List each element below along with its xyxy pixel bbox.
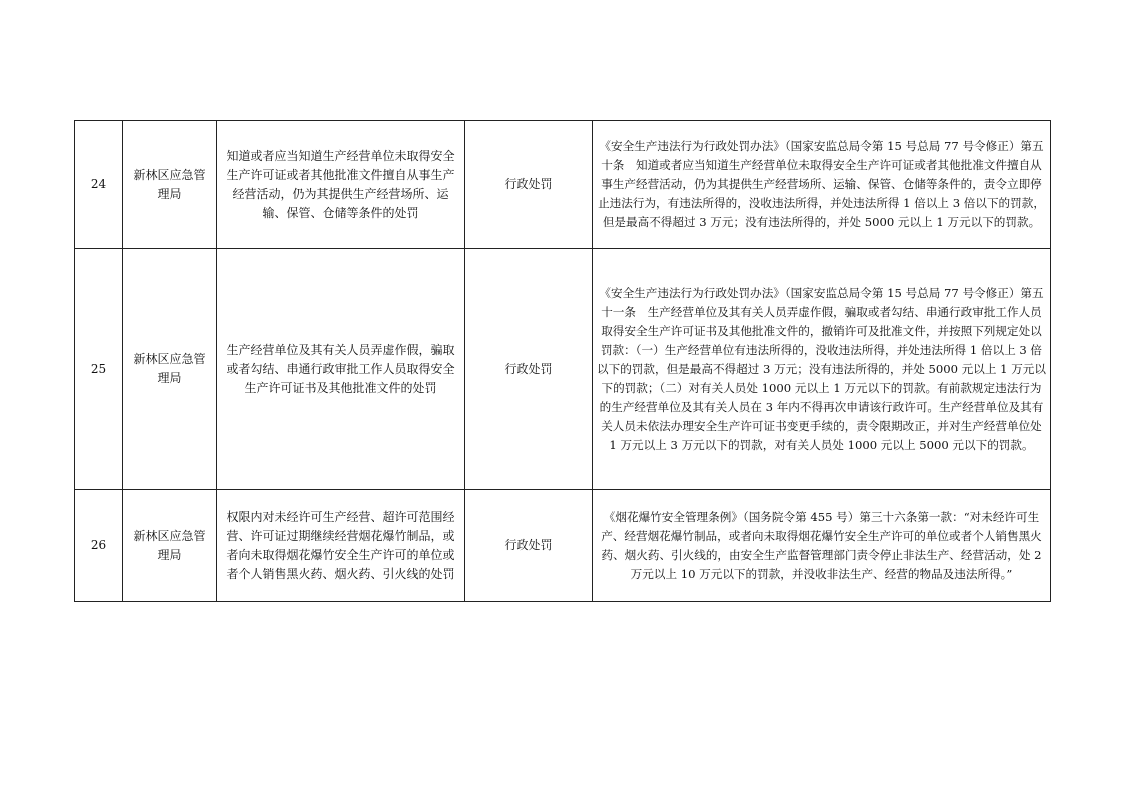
item-name-cell: 知道或者应当知道生产经营单位未取得安全生产许可证或者其他批准文件擅自从事生产经营活动，仍为其提供生产经营场所、运输、保管、仓储等条件的处罚 — [217, 121, 465, 249]
row-number: 26 — [75, 490, 123, 602]
department-cell: 新林区应急管理局 — [123, 121, 217, 249]
penalty-table — [74, 120, 1051, 602]
row-number: 25 — [75, 249, 123, 490]
department-cell: 新林区应急管理局 — [123, 249, 217, 490]
row-number: 24 — [75, 121, 123, 249]
power-type-cell: 行政处罚 — [465, 249, 593, 490]
table-row — [75, 490, 1051, 602]
legal-basis-cell: 《安全生产违法行为行政处罚办法》（国家安监总局令第 15 号总局 77 号令修正）第五十一条 生产经营单位及其有关人员弄虚作假，骗取或者勾结、串通行政审批工作人员取得安全生产许可证书及其他批准文件的，撤销许可及批准文件，并按照下列规定处以罚款：（一）生产经营单位有违法所得的，没收违法所得，并处违法所得 1 倍以上 3 倍以下的罚款，但是最高不得超过 3 万元；没有违法所得的，并处 5000 元以上 1 万元以下的罚款；（二）对有关人员处 1000 元以上 1 万元以下的罚款。有前款规定违法行为的生产经营单位及其有关人员在 3 年内不得再次申请该行政许可。生产经营单位及其有关人员未依法办理安全生产许可证书变更手续的，责令限期改正，并对生产经营单位处 1 万元以上 3 万元以下的罚款，对有关人员处 1000 元以上 5000 元以下的罚款。 — [593, 249, 1051, 490]
legal-basis-cell: 《烟花爆竹安全管理条例》（国务院令第 455 号）第三十六条第一款：“对未经许可生产、经营烟花爆竹制品，或者向未取得烟花爆竹安全生产许可的单位或者个人销售黑火药、烟火药、引火线的，由安全生产监督管理部门责令停止非法生产、经营活动，处 2 万元以上 10 万元以下的罚款，并没收非法生产、经营的物品及违法所得。” — [593, 490, 1051, 602]
item-name-cell: 生产经营单位及其有关人员弄虚作假，骗取或者勾结、串通行政审批工作人员取得安全生产许可证书及其他批准文件的处罚 — [217, 249, 465, 490]
item-name-cell: 权限内对未经许可生产经营、超许可范围经营、许可证过期继续经营烟花爆竹制品，或者向未取得烟花爆竹安全生产许可的单位或者个人销售黑火药、烟火药、引火线的处罚 — [217, 490, 465, 602]
department-cell: 新林区应急管理局 — [123, 490, 217, 602]
power-type-cell: 行政处罚 — [465, 490, 593, 602]
table-row — [75, 249, 1051, 490]
table-row — [75, 121, 1051, 249]
legal-basis-cell: 《安全生产违法行为行政处罚办法》（国家安监总局令第 15 号总局 77 号令修正）第五十条 知道或者应当知道生产经营单位未取得安全生产许可证或者其他批准文件擅自从事生产经营活动，仍为其提供生产经营场所、运输、保管、仓储等条件的，责令立即停止违法行为，有违法所得的，没收违法所得，并处违法所得 1 倍以上 3 倍以下的罚款，但是最高不得超过 3 万元；没有违法所得的，并处 5000 元以上 1 万元以下的罚款。 — [593, 121, 1051, 249]
power-type-cell: 行政处罚 — [465, 121, 593, 249]
